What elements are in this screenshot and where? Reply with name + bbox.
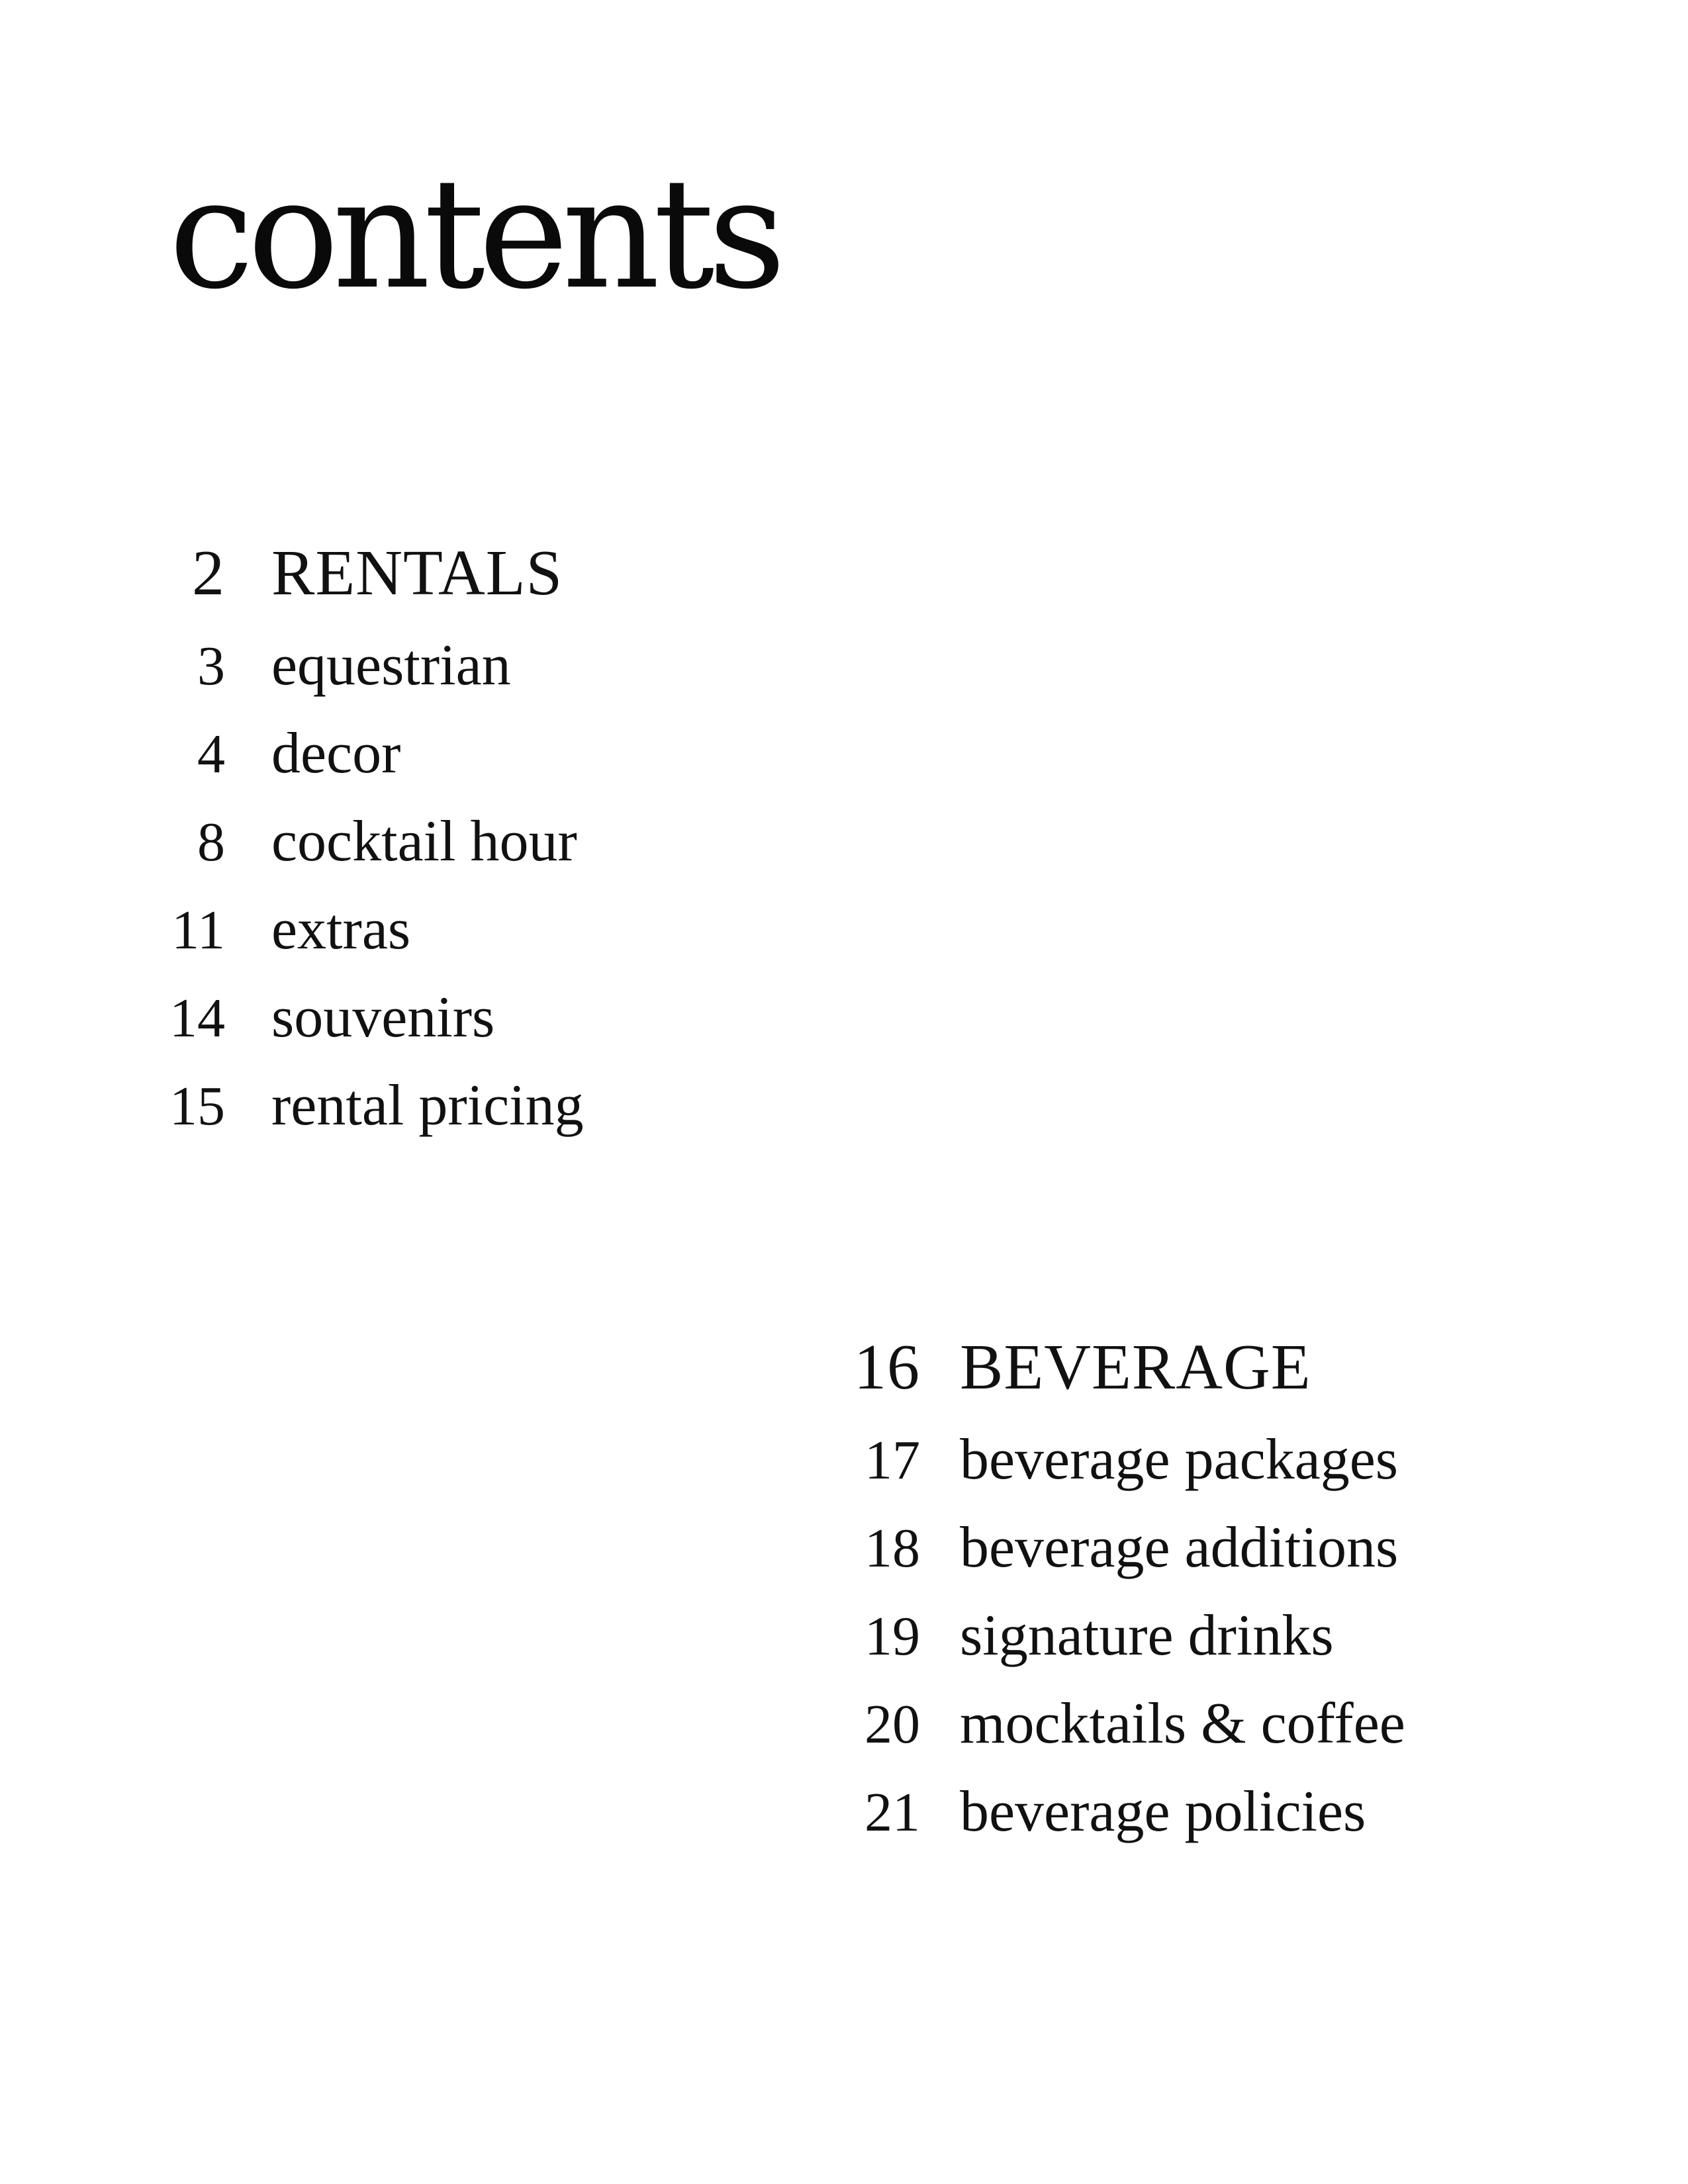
toc-section-rentals — [159, 536, 584, 1160]
toc-item-rental-pricing[interactable] — [159, 1072, 584, 1160]
toc-item-beverage-policies[interactable] — [841, 1778, 1405, 1866]
toc-heading-label: BEVERAGE — [960, 1332, 1311, 1403]
toc-page-number: 16 — [854, 1332, 920, 1403]
toc-page-number: 8 — [197, 811, 225, 873]
toc-heading-rentals[interactable] — [159, 536, 584, 632]
page-title: contents — [169, 146, 780, 323]
toc-item-souvenirs[interactable] — [159, 984, 584, 1072]
toc-item-equestrian[interactable] — [159, 632, 584, 720]
toc-page-number: 3 — [197, 635, 225, 697]
toc-item-decor[interactable] — [159, 720, 584, 808]
toc-page-number: 2 — [192, 537, 225, 609]
toc-page-number: 15 — [169, 1075, 225, 1137]
toc-heading-label: RENTALS — [271, 537, 563, 609]
toc-item-label: cocktail hour — [271, 809, 577, 874]
toc-section-beverage — [841, 1330, 1405, 1866]
toc-item-extras[interactable] — [159, 896, 584, 984]
toc-item-label: rental pricing — [271, 1073, 584, 1138]
toc-item-beverage-packages[interactable] — [841, 1426, 1405, 1514]
toc-item-label: extras — [271, 897, 411, 962]
toc-item-label: beverage packages — [960, 1428, 1399, 1492]
toc-page-number: 17 — [865, 1430, 920, 1491]
toc-page-number: 4 — [197, 723, 225, 785]
toc-item-label: signature drinks — [960, 1604, 1334, 1668]
toc-page-number: 20 — [865, 1694, 920, 1755]
toc-item-cocktail-hour[interactable] — [159, 808, 584, 896]
toc-page-number: 19 — [865, 1606, 920, 1667]
toc-page-number: 14 — [169, 987, 225, 1049]
toc-item-signature-drinks[interactable] — [841, 1602, 1405, 1690]
toc-item-label: mocktails & coffee — [960, 1692, 1405, 1756]
toc-page-number: 18 — [865, 1518, 920, 1579]
toc-item-label: beverage policies — [960, 1780, 1366, 1844]
toc-item-mocktails-coffee[interactable] — [841, 1690, 1405, 1778]
toc-page-number: 11 — [171, 899, 225, 961]
toc-item-label: decor — [271, 721, 401, 786]
toc-item-label: equestrian — [271, 633, 511, 698]
toc-page-number: 21 — [865, 1782, 920, 1843]
toc-item-label: souvenirs — [271, 985, 495, 1050]
toc-item-beverage-additions[interactable] — [841, 1514, 1405, 1602]
toc-item-label: beverage additions — [960, 1516, 1399, 1580]
toc-heading-beverage[interactable] — [841, 1330, 1405, 1426]
